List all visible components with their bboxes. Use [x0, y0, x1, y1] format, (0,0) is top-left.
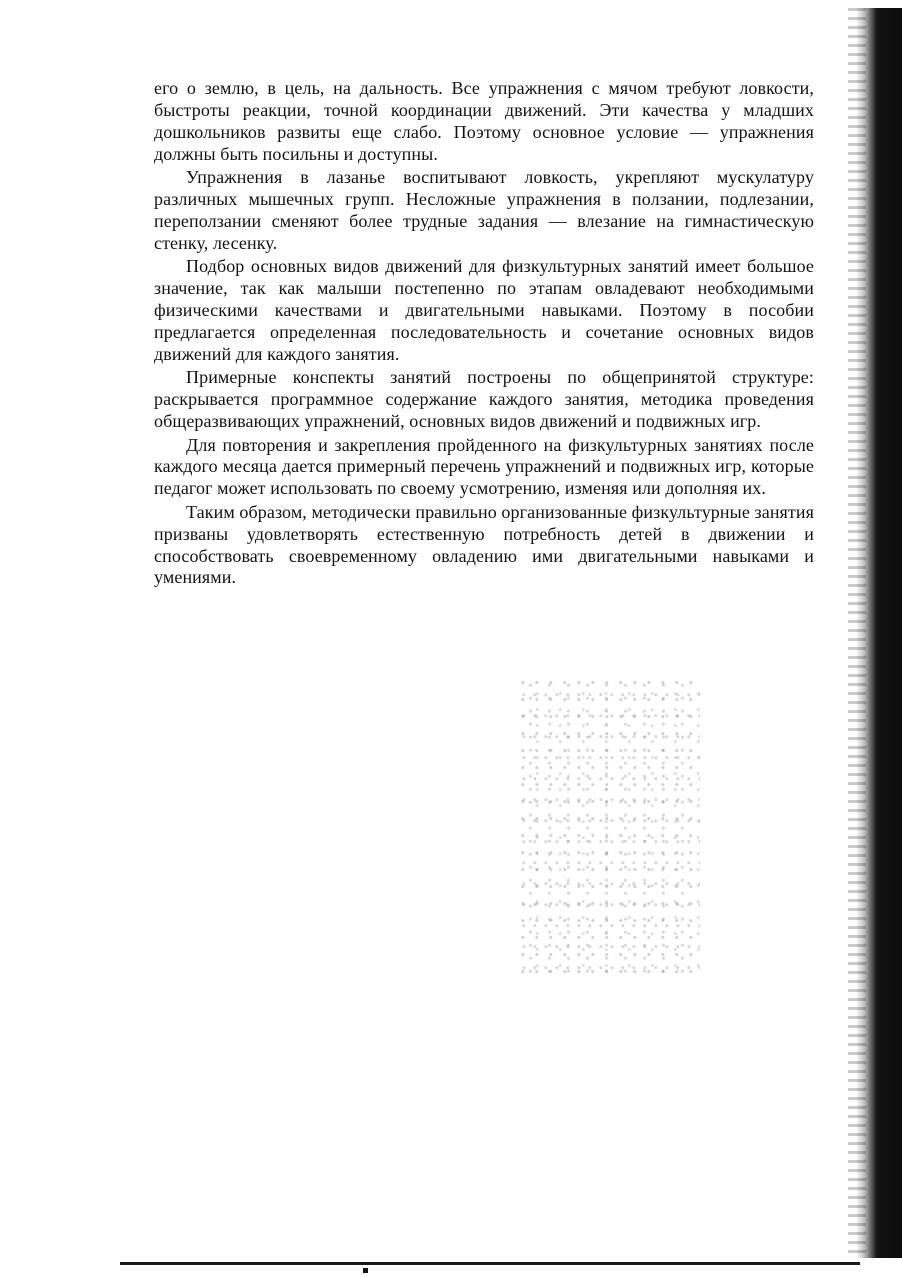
paragraph-3: Подбор основных видов движений для физкультурных занятий имеет большое значение, так как малыши постепенно по этапам овладевают необходимыми физическими качествами и двигательными навыками. Поэтому в пособии предлагается определенная последовательность и сочетание основных видов движений для каждого занятия. — [154, 256, 814, 364]
paragraph-4: Примерные конспекты занятий построены по общепринятой структуре: раскрывается программное содержание каждого занятия, методика проведения общеразвивающих упражнений, основных видов движений и подвижных игр. — [154, 367, 814, 432]
paragraph-2: Упражнения в лазанье воспитывают ловкость, укрепляют мускулатуру различных мышечных групп. Несложные упражнения в ползании, подлезании, переползании сменяют более трудные задания — влезание на гимнастическую стенку, лесенку. — [154, 167, 814, 253]
body-text — [154, 78, 814, 591]
scan-speckles — [520, 680, 700, 980]
paragraph-5: Для повторения и закрепления пройденного на физкультурных занятиях после каждого месяца дается примерный перечень упражнений и подвижных игр, которые педагог может использовать по своему усмотрению, изменяя или дополняя их. — [154, 434, 814, 499]
spine-edge-texture — [848, 8, 866, 1258]
bottom-scan-line — [120, 1262, 860, 1265]
paragraph-1: его о землю, в цель, на дальность. Все упражнения с мячом требуют ловкости, быстроты реакции, точной координации движений. Эти качества у младших дошкольников развиты еще слабо. Поэтому основное условие — упражнения должны быть посильны и доступны. — [154, 78, 814, 164]
paragraph-6: Таким образом, методически правильно организованные физкультурные занятия призваны удовлетворять естественную потребность детей в движении и способствовать своевременному овладению ими двигательными навыками и умениями. — [154, 501, 815, 588]
bottom-mark — [363, 1268, 368, 1273]
